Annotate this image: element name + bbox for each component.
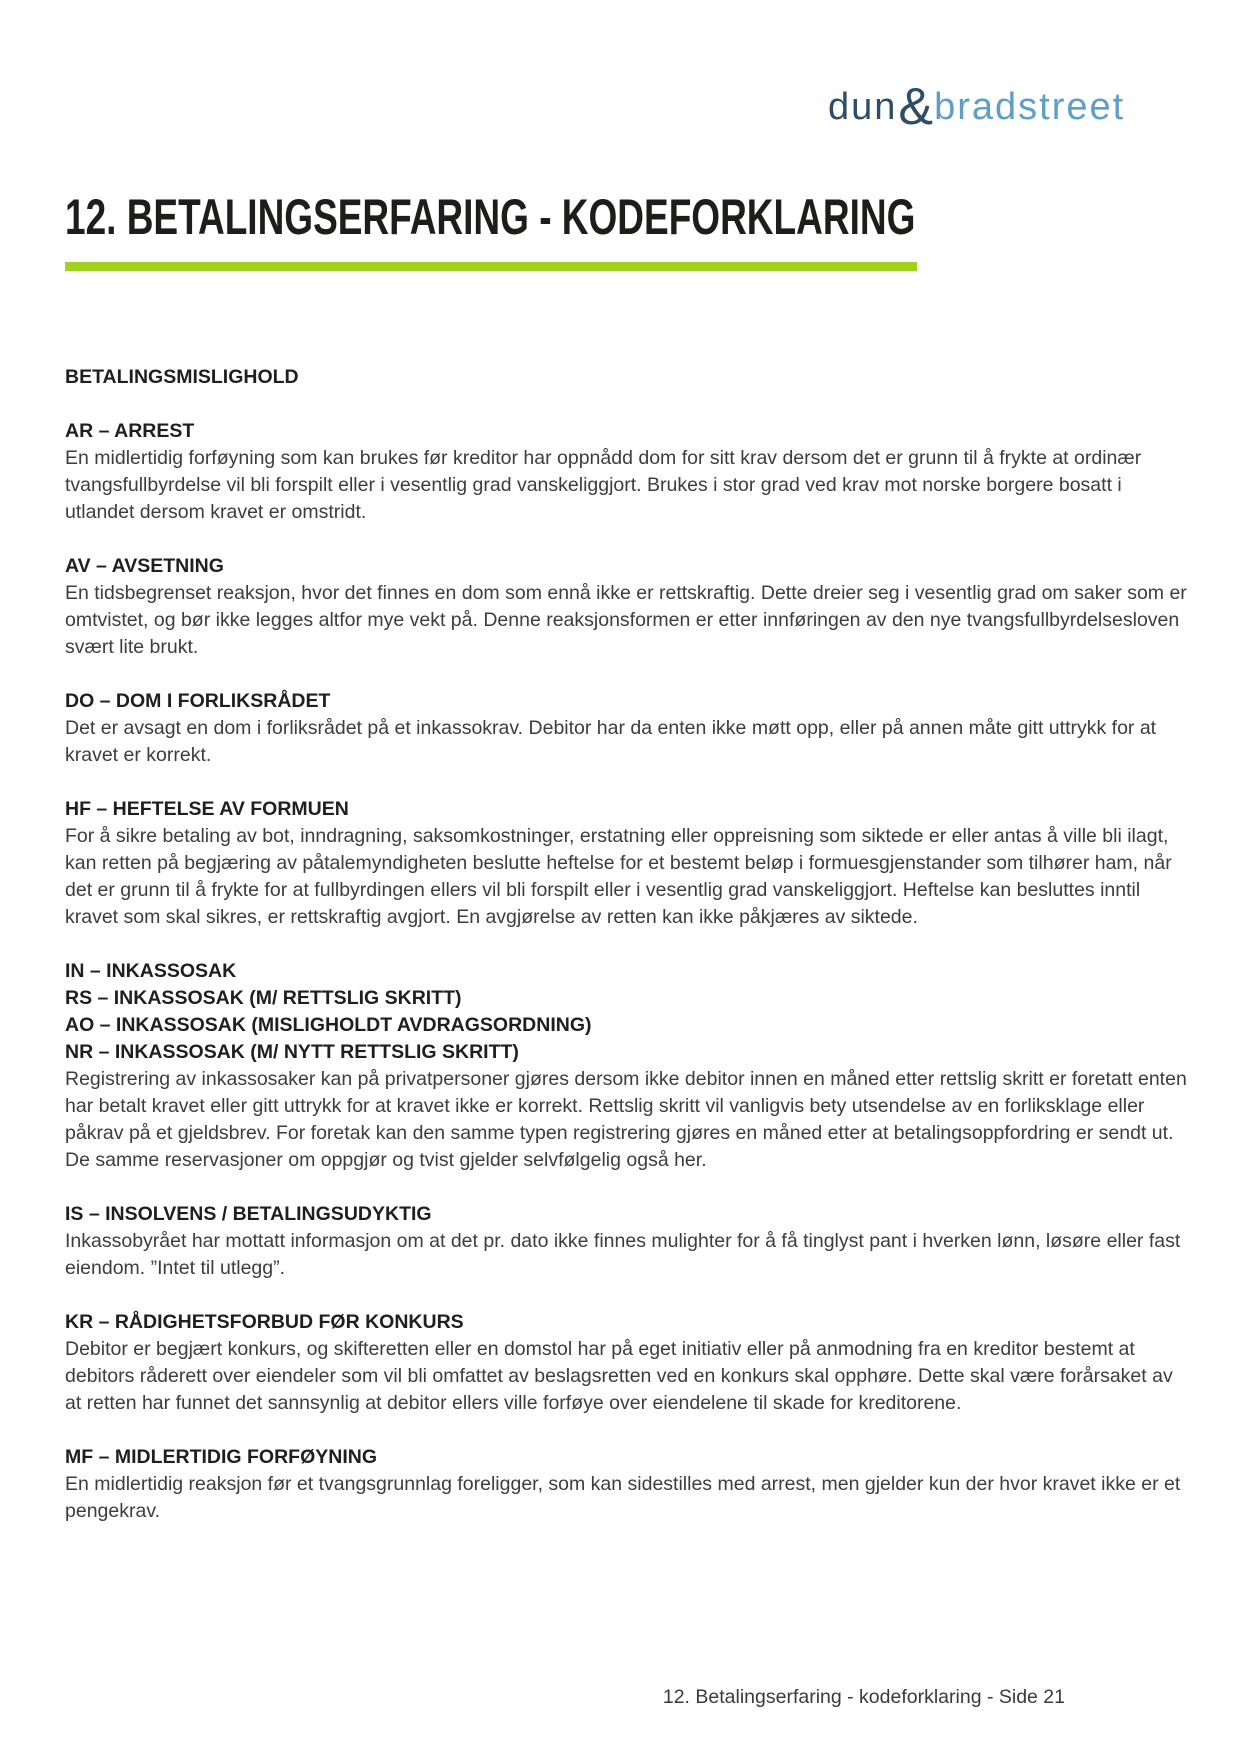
code-sections <box>65 418 1187 1525</box>
code-headings <box>65 1444 1187 1471</box>
code-heading: RS – INKASSOSAK (M/ RETTSLIG SKRITT) <box>65 987 462 1009</box>
code-description: Debitor er begjært konkurs, og skifteretten eller en domstol har på eget initiativ eller på anmodning fra en kreditor bestemt at debitors råderett over eiendeler som vil bli omfattet av beslagsretten ved en konkurs skal opphøre. Dette skal være forårsaket av at retten har funnet det sannsynlig at debitor ellers ville forføye over eiendelene til skade for kreditorene. <box>65 1338 1173 1414</box>
code-heading: KR – RÅDIGHETSFORBUD FØR KONKURS <box>65 1311 464 1333</box>
code-description: Inkassobyrået har mottatt informasjon om at det pr. dato ikke finnes mulighter for å få tinglyst pant i hverken lønn, løsøre eller fast eiendom. ”Intet til utlegg”. <box>65 1230 1181 1279</box>
page-footer: 12. Betalingserfaring - kodeforklaring - Side 21 <box>662 1686 1065 1708</box>
code-headings <box>65 553 1187 580</box>
logo-ampersand-icon: & <box>898 78 934 136</box>
code-section <box>65 1201 1187 1282</box>
code-heading: NR – INKASSOSAK (M/ NYTT RETTSLIG SKRITT) <box>65 1041 519 1063</box>
title-accent-rule <box>65 262 917 271</box>
code-description: En tidsbegrenset reaksjon, hvor det finnes en dom som ennå ikke er rettskraftig. Dette dreier seg i vesentlig grad om saker som er omtvistet, og bør ikke legges altfor mye vekt på. Denne reaksjonsformen er etter innføringen av den nye tvangsfullbyrdelsesloven svært lite brukt. <box>65 582 1187 658</box>
code-description: En midlertidig reaksjon før et tvangsgrunnlag foreligger, som kan sidestilles med arrest, men gjelder kun der hvor kravet ikke er et pengekrav. <box>65 1473 1181 1522</box>
category-heading: BETALINGSMISLIGHOLD <box>65 366 299 388</box>
code-headings <box>65 1201 1187 1228</box>
code-heading: AR – ARREST <box>65 420 195 442</box>
code-heading: MF – MIDLERTIDIG FORFØYNING <box>65 1446 377 1468</box>
code-heading: HF – HEFTELSE AV FORMUEN <box>65 798 349 820</box>
code-heading: AV – AVSETNING <box>65 555 224 577</box>
code-section <box>65 553 1187 661</box>
page-title: 12. BETALINGSERFARING - KODEFORKLARING <box>65 189 916 245</box>
code-headings <box>65 418 1187 445</box>
code-section <box>65 796 1187 931</box>
code-section <box>65 958 1187 1174</box>
code-heading: IS – INSOLVENS / BETALINGSUDYKTIG <box>65 1203 432 1225</box>
code-description: En midlertidig forføyning som kan brukes før kreditor har oppnådd dom for sitt krav dersom det er grunn til å frykte at ordinær tvangsfullbyrdelse vil bli forspilt eller i vesentlig grad vanskeliggjort. Brukes i stor grad ved krav mot norske borgere bosatt i utlandet dersom kravet er omstridt. <box>65 447 1142 523</box>
logo-text-dun: dun <box>828 86 898 128</box>
code-description: Registrering av inkassosaker kan på privatpersoner gjøres dersom ikke debitor innen en måned etter rettslig skritt er foretatt enten har betalt kravet eller gitt uttrykk for at kravet ikke er korrekt. Rettslig skritt vil vanligvis bety utsendelse av en forliksklage eller påkrav på et gjeldsbrev. For foretak kan den samme typen registrering gjøres en måned etter at betalingsoppfordring er sendt ut. De samme reservasjoner om oppgjør og tvist gjelder selvfølgelig også her. <box>65 1068 1187 1171</box>
code-heading: IN – INKASSOSAK <box>65 960 237 982</box>
code-section <box>65 1444 1187 1525</box>
content-area <box>65 364 1187 1525</box>
code-headings <box>65 958 1187 1066</box>
code-description: For å sikre betaling av bot, inndragning, saksomkostninger, erstatning eller oppreisning som siktede er eller antas å ville bli ilagt, kan retten på begjæring av påtalemyndigheten beslutte heftelse for et bestemt beløp i formuesgjenstander som tilhører ham, når det er grunn til å frykte for at fullbyrdingen ellers vil bli forspilt eller i vesentlig grad vanskeliggjort. Heftelse kan besluttes inntil kravet som skal sikres, er rettskraftig avgjort. En avgjørelse av retten kan ikke påkjæres av siktede. <box>65 825 1172 928</box>
code-headings <box>65 1309 1187 1336</box>
logo-text-bradstreet: bradstreet <box>934 86 1126 128</box>
dun-bradstreet-logo <box>828 76 1126 136</box>
code-description: Det er avsagt en dom i forliksrådet på et inkassokrav. Debitor har da enten ikke møtt opp, eller på annen måte gitt uttrykk for at kravet er korrekt. <box>65 717 1157 766</box>
code-heading: DO – DOM I FORLIKSRÅDET <box>65 690 331 712</box>
code-section <box>65 688 1187 769</box>
code-headings <box>65 688 1187 715</box>
code-section <box>65 1309 1187 1417</box>
code-section <box>65 418 1187 526</box>
code-heading: AO – INKASSOSAK (MISLIGHOLDT AVDRAGSORDNING) <box>65 1014 592 1036</box>
code-headings <box>65 796 1187 823</box>
